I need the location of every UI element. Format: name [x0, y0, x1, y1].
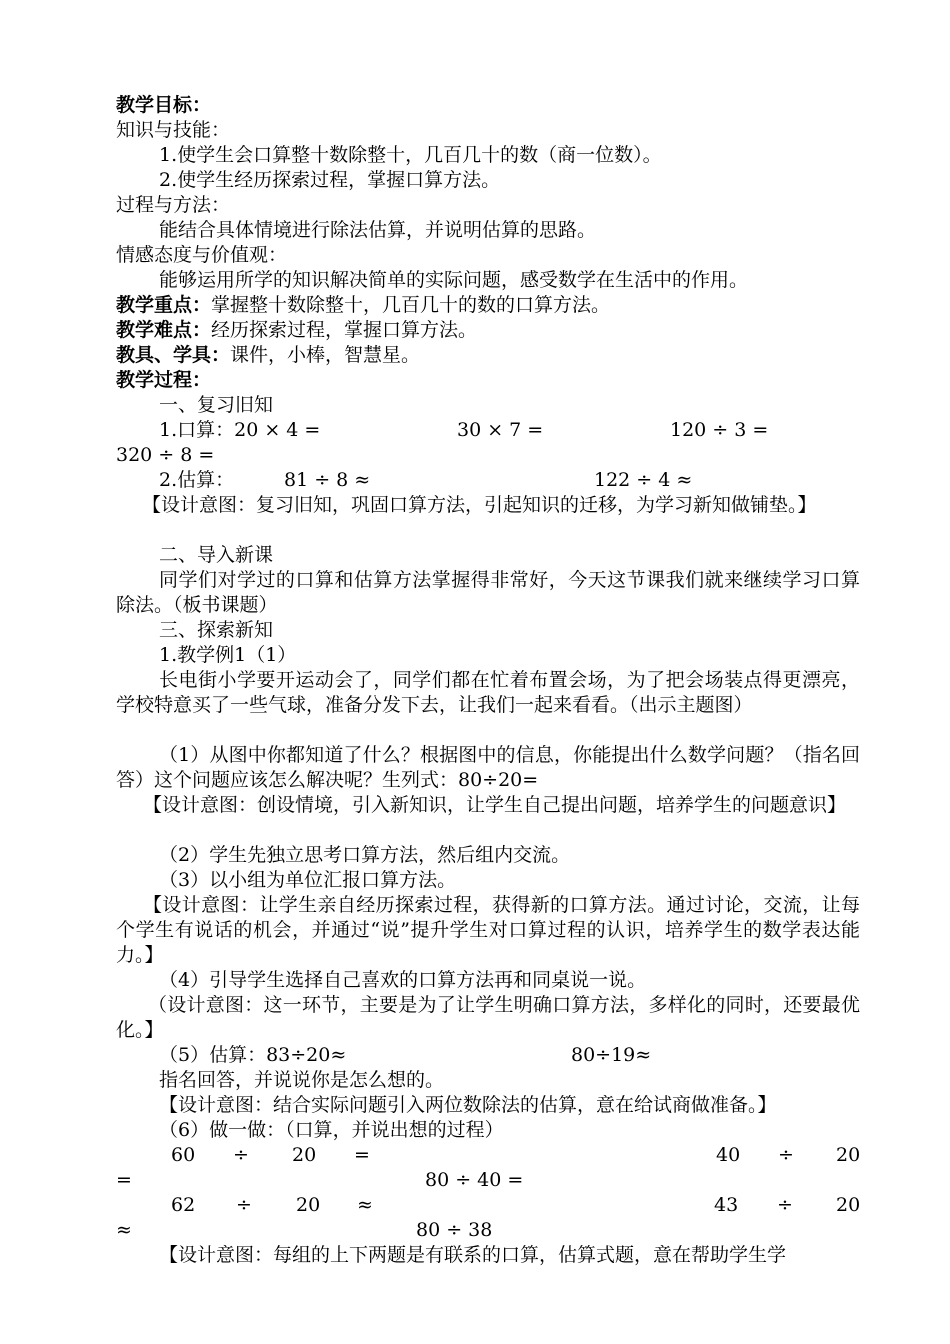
- exercise-r1-eq: =: [354, 1144, 370, 1166]
- difficulty-label: 教学难点：: [116, 319, 212, 341]
- exercise-r3-d: 20: [836, 1194, 861, 1216]
- process-heading: 教学过程：: [116, 369, 212, 391]
- example-1-title: 1.教学例1（1）: [159, 644, 297, 666]
- key-point-label: 教学重点：: [116, 294, 212, 316]
- review-estimate-2: 122 ÷ 4 ≈: [594, 469, 693, 491]
- step-1-question: （1）从图中你都知道了什么？根据图中的信息，你能提出什么数学问题？（指名回答）这个问题应该怎么解决呢？生列式：80÷20=: [116, 744, 860, 791]
- exercise-r3-b: 20: [296, 1194, 321, 1216]
- exercise-r1-op: ÷: [233, 1144, 249, 1166]
- tools-text: 课件，小棒，智慧星。: [230, 344, 421, 366]
- review-estimate-label: 2.估算：: [159, 469, 235, 491]
- knowledge-item-2: 2.使学生经历探索过程，掌握口算方法。: [159, 169, 501, 191]
- emotion-item: 能够运用所学的知识解决简单的实际问题，感受数学在生活中的作用。: [159, 269, 749, 291]
- difficulty-text: 经历探索过程，掌握口算方法。: [211, 319, 478, 341]
- difficulty-line: [116, 318, 477, 343]
- step-3-text: （3）以小组为单位汇报口算方法。: [159, 869, 457, 891]
- review-mental-calc-4: 320 ÷ 8 =: [116, 444, 215, 466]
- exercise-r4-eq: ≈: [116, 1219, 132, 1241]
- section-2-title: 二、导入新课: [159, 544, 274, 566]
- step-4-design-intent: （设计意图：这一环节，主要是为了让学生明确口算方法，多样化的同时，还要最优化。】: [116, 994, 860, 1041]
- section-3-title: 三、探索新知: [159, 619, 274, 641]
- step-5-estimate-1: （5）估算：83÷20≈: [159, 1044, 347, 1066]
- emotion-title: 情感态度与价值观：: [116, 244, 288, 266]
- exercise-r2-eq: =: [116, 1169, 132, 1191]
- step-6-title: （6）做一做：（口算，并说出想的过程）: [159, 1119, 504, 1141]
- exercise-r4-expr: 80 ÷ 38: [416, 1219, 493, 1241]
- exercise-r1-b: 20: [292, 1144, 317, 1166]
- tools-line: [116, 343, 420, 368]
- exercise-r3-c: 43: [714, 1194, 739, 1216]
- exercise-r3-eq: ≈: [357, 1194, 373, 1216]
- section-1-title: 一、复习旧知: [159, 394, 274, 416]
- review-mental-calc-2: 30 × 7 =: [457, 419, 544, 441]
- review-mental-calc-3: 120 ÷ 3 =: [670, 419, 769, 441]
- step-3-design-intent: 【设计意图：让学生亲自经历探索过程，获得新的口算方法。通过讨论，交流，让每个学生有说话的机会，并通过“说”提升学生对口算过程的认识，培养学生的数学表达能力。】: [116, 894, 860, 966]
- review-mental-calc-1: 1.口算：20 × 4 =: [159, 419, 321, 441]
- step-6-design-intent: 【设计意图：每组的上下两题是有联系的口算，估算式题，意在帮助学生学: [159, 1244, 787, 1266]
- step-5-estimate-2: 80÷19≈: [571, 1044, 652, 1066]
- exercise-r1-a: 60: [171, 1144, 196, 1166]
- knowledge-title: 知识与技能：: [116, 119, 231, 141]
- exercise-r3-op: ÷: [236, 1194, 252, 1216]
- key-point-text: 掌握整十数除整十，几百几十的数的口算方法。: [211, 294, 611, 316]
- exercise-r1-c: 40: [716, 1144, 741, 1166]
- step-2-text: （2）学生先独立思考口算方法，然后组内交流。: [159, 844, 571, 866]
- knowledge-item-1: 1.使学生会口算整十数除整十，几百几十的数（商一位数）。: [159, 144, 662, 166]
- step-1-design-intent: 【设计意图：创设情境，引入新知识，让学生自己提出问题，培养学生的问题意识】: [143, 794, 847, 816]
- exercise-r1-op2: ÷: [778, 1144, 794, 1166]
- objectives-heading: 教学目标：: [116, 94, 212, 116]
- step-5-design-intent: 【设计意图：结合实际问题引入两位数除法的估算，意在给试商做准备。】: [159, 1094, 777, 1116]
- process-method-item: 能结合具体情境进行除法估算，并说明估算的思路。: [159, 219, 597, 241]
- example-1-story: 长电街小学要开运动会了，同学们都在忙着布置会场，为了把会场装点得更漂亮，学校特意买了一些气球，准备分发下去，让我们一起来看看。（出示主题图）: [116, 669, 860, 716]
- step-5-note: 指名回答，并说说你是怎么想的。: [159, 1069, 445, 1091]
- step-4-text: （4）引导学生选择自己喜欢的口算方法再和同桌说一说。: [159, 969, 647, 991]
- exercise-r3-a: 62: [171, 1194, 196, 1216]
- section-2-text: 同学们对学过的口算和估算方法掌握得非常好，今天这节课我们就来继续学习口算除法。（板书课题）: [116, 569, 860, 616]
- key-point-line: [116, 293, 610, 318]
- review-estimate-1: 81 ÷ 8 ≈: [284, 469, 371, 491]
- tools-label: 教具、学具：: [116, 344, 231, 366]
- process-method-title: 过程与方法：: [116, 194, 231, 216]
- exercise-r2-expr: 80 ÷ 40 =: [425, 1169, 524, 1191]
- section-1-design-intent: 【设计意图：复习旧知，巩固口算方法，引起知识的迁移，为学习新知做铺垫。】: [142, 494, 817, 516]
- exercise-r3-op2: ÷: [777, 1194, 793, 1216]
- exercise-r1-d: 20: [836, 1144, 861, 1166]
